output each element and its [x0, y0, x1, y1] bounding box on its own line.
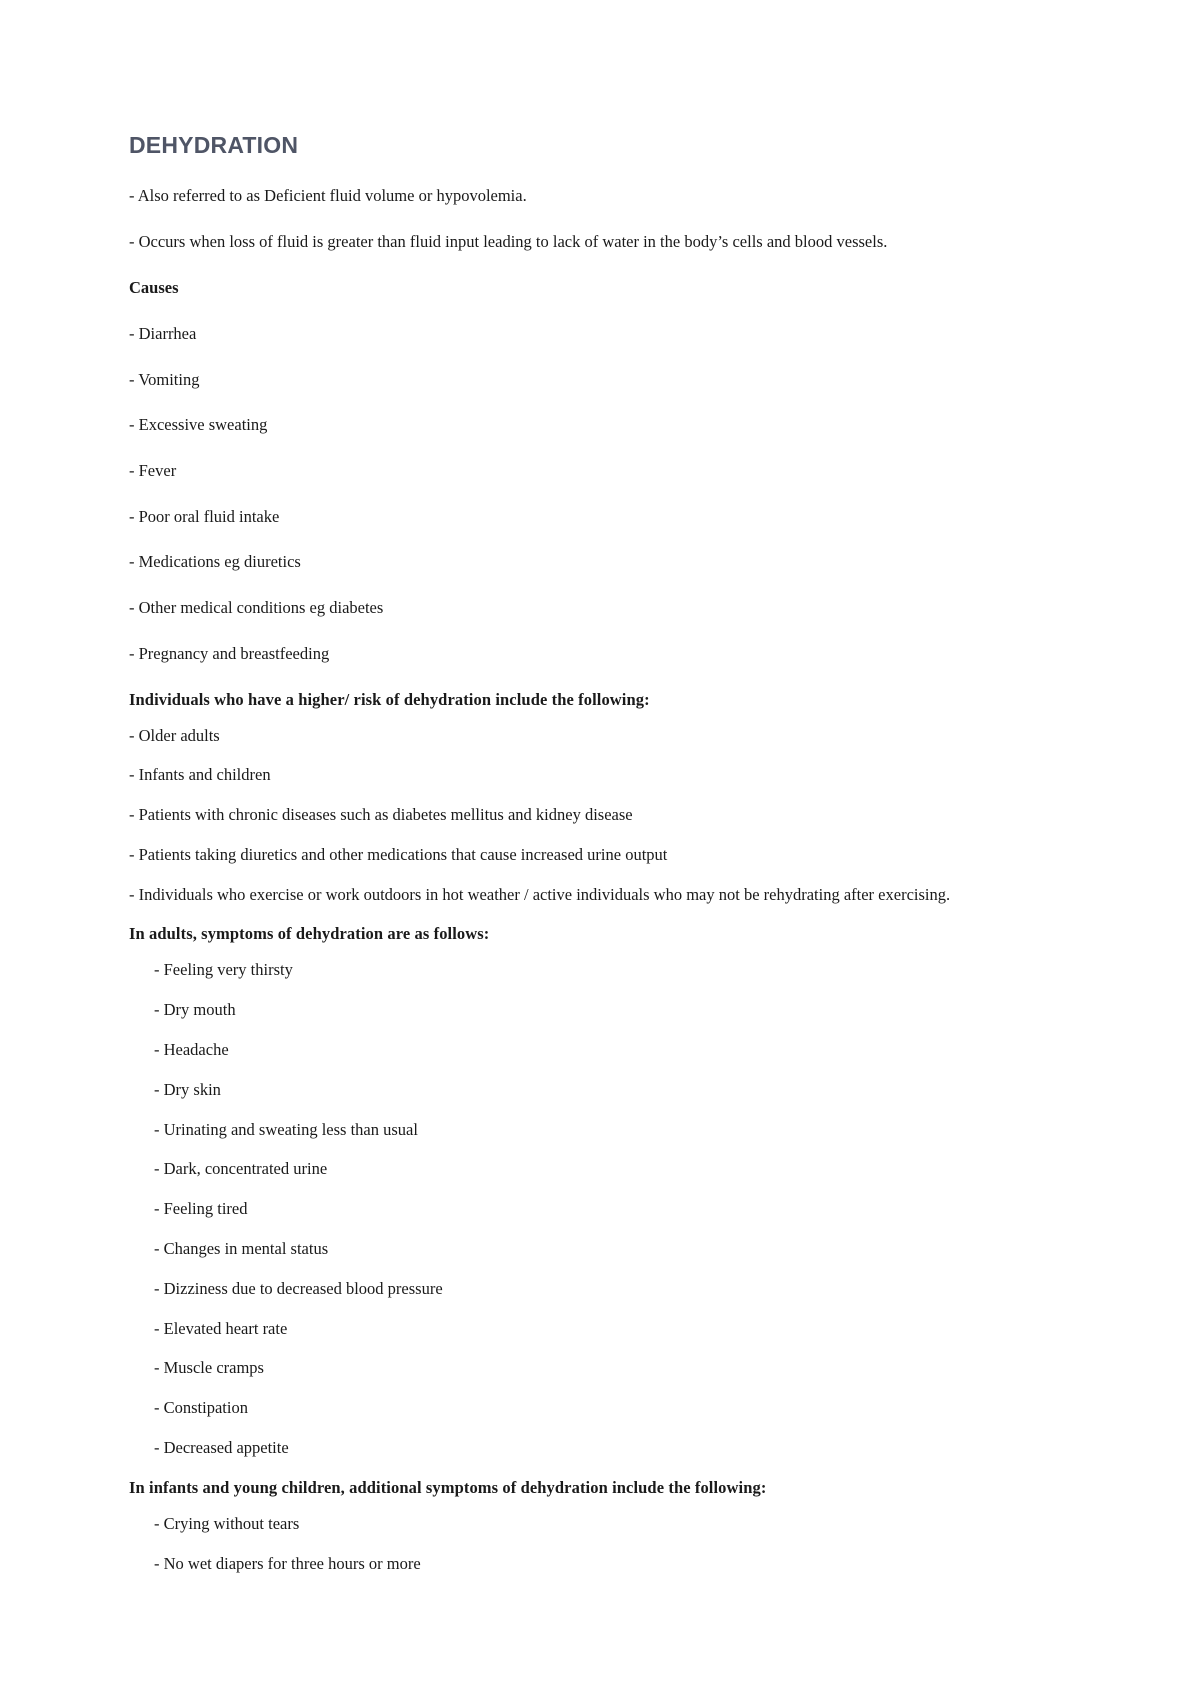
child-symptoms-heading: In infants and young children, additional symptoms of dehydration include the following: [129, 1477, 767, 1497]
list-item: - Dark, concentrated urine [154, 1159, 328, 1179]
list-item: - Pregnancy and breastfeeding [129, 643, 330, 663]
intro-paragraph-1: - Also referred to as Deficient fluid volume or hypovolemia. [129, 186, 527, 205]
risk-heading: Individuals who have a higher/ risk of dehydration include the following: [129, 689, 650, 709]
intro-paragraph-2: - Occurs when loss of fluid is greater than fluid input leading to lack of water in the body’s cells and blood vessels. [129, 232, 888, 251]
list-item: - Elevated heart rate [154, 1318, 288, 1338]
list-item: - Vomiting [129, 369, 200, 389]
list-item: - Excessive sweating [129, 415, 268, 435]
list-item: - Older adults [129, 725, 220, 745]
list-item: - Poor oral fluid intake [129, 506, 280, 526]
list-item: - Dry skin [154, 1079, 221, 1099]
list-item: - Dry mouth [154, 1000, 236, 1020]
list-item: - Medications eg diuretics [129, 552, 301, 572]
risk-list [129, 724, 1089, 907]
list-item: - Infants and children [129, 765, 271, 785]
list-item: - Changes in mental status [154, 1239, 329, 1259]
list-item: - Patients taking diuretics and other medications that cause increased urine output [129, 844, 668, 864]
list-item: - Other medical conditions eg diabetes [129, 598, 384, 618]
list-item: - Urinating and sweating less than usual [154, 1119, 418, 1139]
list-item: - Muscle cramps [154, 1358, 264, 1378]
document-body [129, 128, 1089, 1591]
child-symptoms-list [129, 1512, 1089, 1576]
list-item: - Dizziness due to decreased blood pressure [154, 1278, 443, 1298]
causes-list [129, 322, 1089, 666]
list-item: - Fever [129, 461, 177, 481]
causes-heading: Causes [129, 278, 179, 297]
list-item: - Individuals who exercise or work outdoors in hot weather / active individuals who may not be rehydrating after exercising. [129, 884, 951, 904]
adult-symptoms-heading: In adults, symptoms of dehydration are as follows: [129, 924, 490, 944]
list-item: - Crying without tears [154, 1513, 300, 1533]
list-item: - No wet diapers for three hours or more [154, 1553, 421, 1573]
adult-symptoms-list [129, 958, 1089, 1460]
list-item: - Feeling very thirsty [154, 960, 293, 980]
list-item: - Constipation [154, 1398, 248, 1418]
list-item: - Patients with chronic diseases such as diabetes mellitus and kidney disease [129, 805, 633, 825]
list-item: - Feeling tired [154, 1199, 248, 1219]
list-item: - Headache [154, 1040, 229, 1060]
list-item: - Diarrhea [129, 324, 197, 343]
list-item: - Decreased appetite [154, 1438, 289, 1458]
page-title: DEHYDRATION [129, 132, 299, 158]
